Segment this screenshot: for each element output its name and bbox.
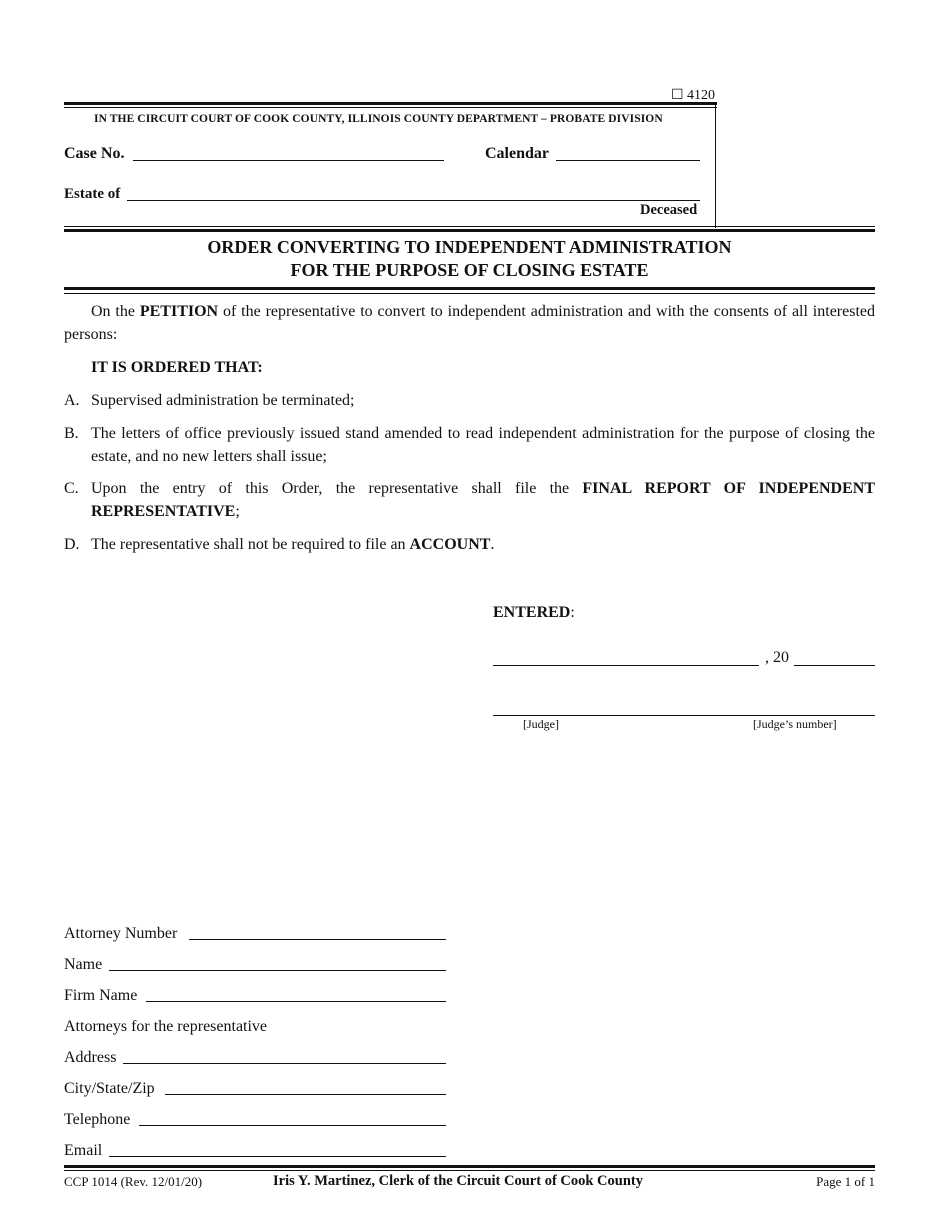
- address-field[interactable]: [123, 1048, 446, 1064]
- order-item-text: The representative shall not be required to file an: [91, 536, 410, 553]
- order-item-letter: D.: [64, 536, 80, 553]
- footer-rule-thin: [64, 1170, 875, 1171]
- calendar-label: Calendar: [485, 145, 549, 162]
- case-no-field[interactable]: [133, 145, 444, 161]
- header-top-rule-thin: [64, 107, 717, 108]
- footer-rule-thick: [64, 1165, 875, 1168]
- ordered-heading: IT IS ORDERED THAT:: [91, 359, 263, 376]
- order-item-text: Upon the entry of this Order, the representative shall file the: [91, 480, 583, 497]
- intro-paragraph: [64, 300, 875, 346]
- judge-number-caption: [Judge’s number]: [753, 717, 837, 731]
- attorneys-for-label: Attorneys for the representative: [64, 1018, 268, 1035]
- order-item-d: [64, 533, 875, 556]
- firm-name-label: Firm Name: [64, 987, 138, 1004]
- title-bottom-rule-thin: [64, 293, 875, 294]
- attorney-number-label: Attorney Number: [64, 925, 178, 942]
- order-item-text: The letters of office previously issued stand amended to read independent administration for the purpose of closing the estate, and no new letters shall issue;: [91, 425, 875, 465]
- city-state-zip-field[interactable]: [165, 1079, 446, 1095]
- email-label: Email: [64, 1142, 103, 1159]
- judge-signature-field[interactable]: [493, 700, 875, 716]
- footer-clerk: Iris Y. Martinez, Clerk of the Circuit Court of Cook County: [273, 1173, 643, 1189]
- court-division-line: IN THE CIRCUIT COURT OF COOK COUNTY, ILLINOIS COUNTY DEPARTMENT – PROBATE DIVISION: [94, 113, 663, 125]
- header-top-rule-thick: [64, 102, 717, 105]
- intro-petition-bold: PETITION: [139, 303, 219, 320]
- entered-label-text: ENTERED: [493, 604, 571, 621]
- entered-year-field[interactable]: [794, 650, 875, 666]
- telephone-field[interactable]: [139, 1110, 446, 1126]
- document-title: [64, 236, 875, 282]
- header-box-right-border: [715, 104, 716, 228]
- title-line-2: FOR THE PURPOSE OF CLOSING ESTATE: [290, 260, 649, 280]
- intro-text-post: of the representative to convert to independent administration and with the consents of all interested persons:: [64, 303, 875, 343]
- judge-caption: [Judge]: [523, 717, 559, 731]
- order-item-letter: B.: [64, 425, 79, 442]
- calendar-field[interactable]: [556, 145, 700, 161]
- order-item-letter: C.: [64, 480, 79, 497]
- order-item-bold: FINAL REPORT OF INDEPENDENT REPRESENTATIVE: [91, 480, 875, 520]
- entered-date-field[interactable]: [493, 650, 759, 666]
- case-no-label: Case No.: [64, 145, 125, 162]
- order-item-c: [64, 477, 875, 523]
- form-number: ☐ 4120: [670, 88, 715, 103]
- city-state-zip-label: City/State/Zip: [64, 1080, 155, 1097]
- deceased-label: Deceased: [640, 202, 698, 218]
- name-label: Name: [64, 956, 103, 973]
- entered-label: [493, 604, 575, 622]
- title-line-1: ORDER CONVERTING TO INDEPENDENT ADMINISTRATION: [207, 237, 732, 257]
- firm-name-field[interactable]: [146, 986, 446, 1002]
- title-top-rule-thick: [64, 229, 875, 232]
- year-prefix: , 20: [765, 649, 789, 666]
- title-bottom-rule-thick: [64, 287, 875, 290]
- intro-text-pre: On the: [91, 303, 140, 320]
- footer-page-number: Page 1 of 1: [816, 1174, 875, 1189]
- estate-of-label: Estate of: [64, 186, 121, 202]
- order-item-text: Supervised administration be terminated;: [91, 392, 355, 409]
- title-top-rule-thin: [64, 226, 875, 227]
- order-item-b: [64, 422, 875, 468]
- telephone-label: Telephone: [64, 1111, 131, 1128]
- order-item-bold: ACCOUNT: [409, 536, 491, 553]
- email-field[interactable]: [109, 1141, 446, 1157]
- order-item-letter: A.: [64, 392, 80, 409]
- entered-colon: :: [570, 604, 575, 621]
- attorney-number-field[interactable]: [189, 924, 446, 940]
- order-item-a: [64, 389, 875, 412]
- name-field[interactable]: [109, 955, 446, 971]
- estate-of-field[interactable]: [127, 185, 700, 201]
- footer-form-code: CCP 1014 (Rev. 12/01/20): [64, 1174, 203, 1189]
- address-label: Address: [64, 1049, 117, 1066]
- order-item-text-post: ;: [235, 503, 240, 520]
- order-item-text-post: .: [490, 536, 495, 553]
